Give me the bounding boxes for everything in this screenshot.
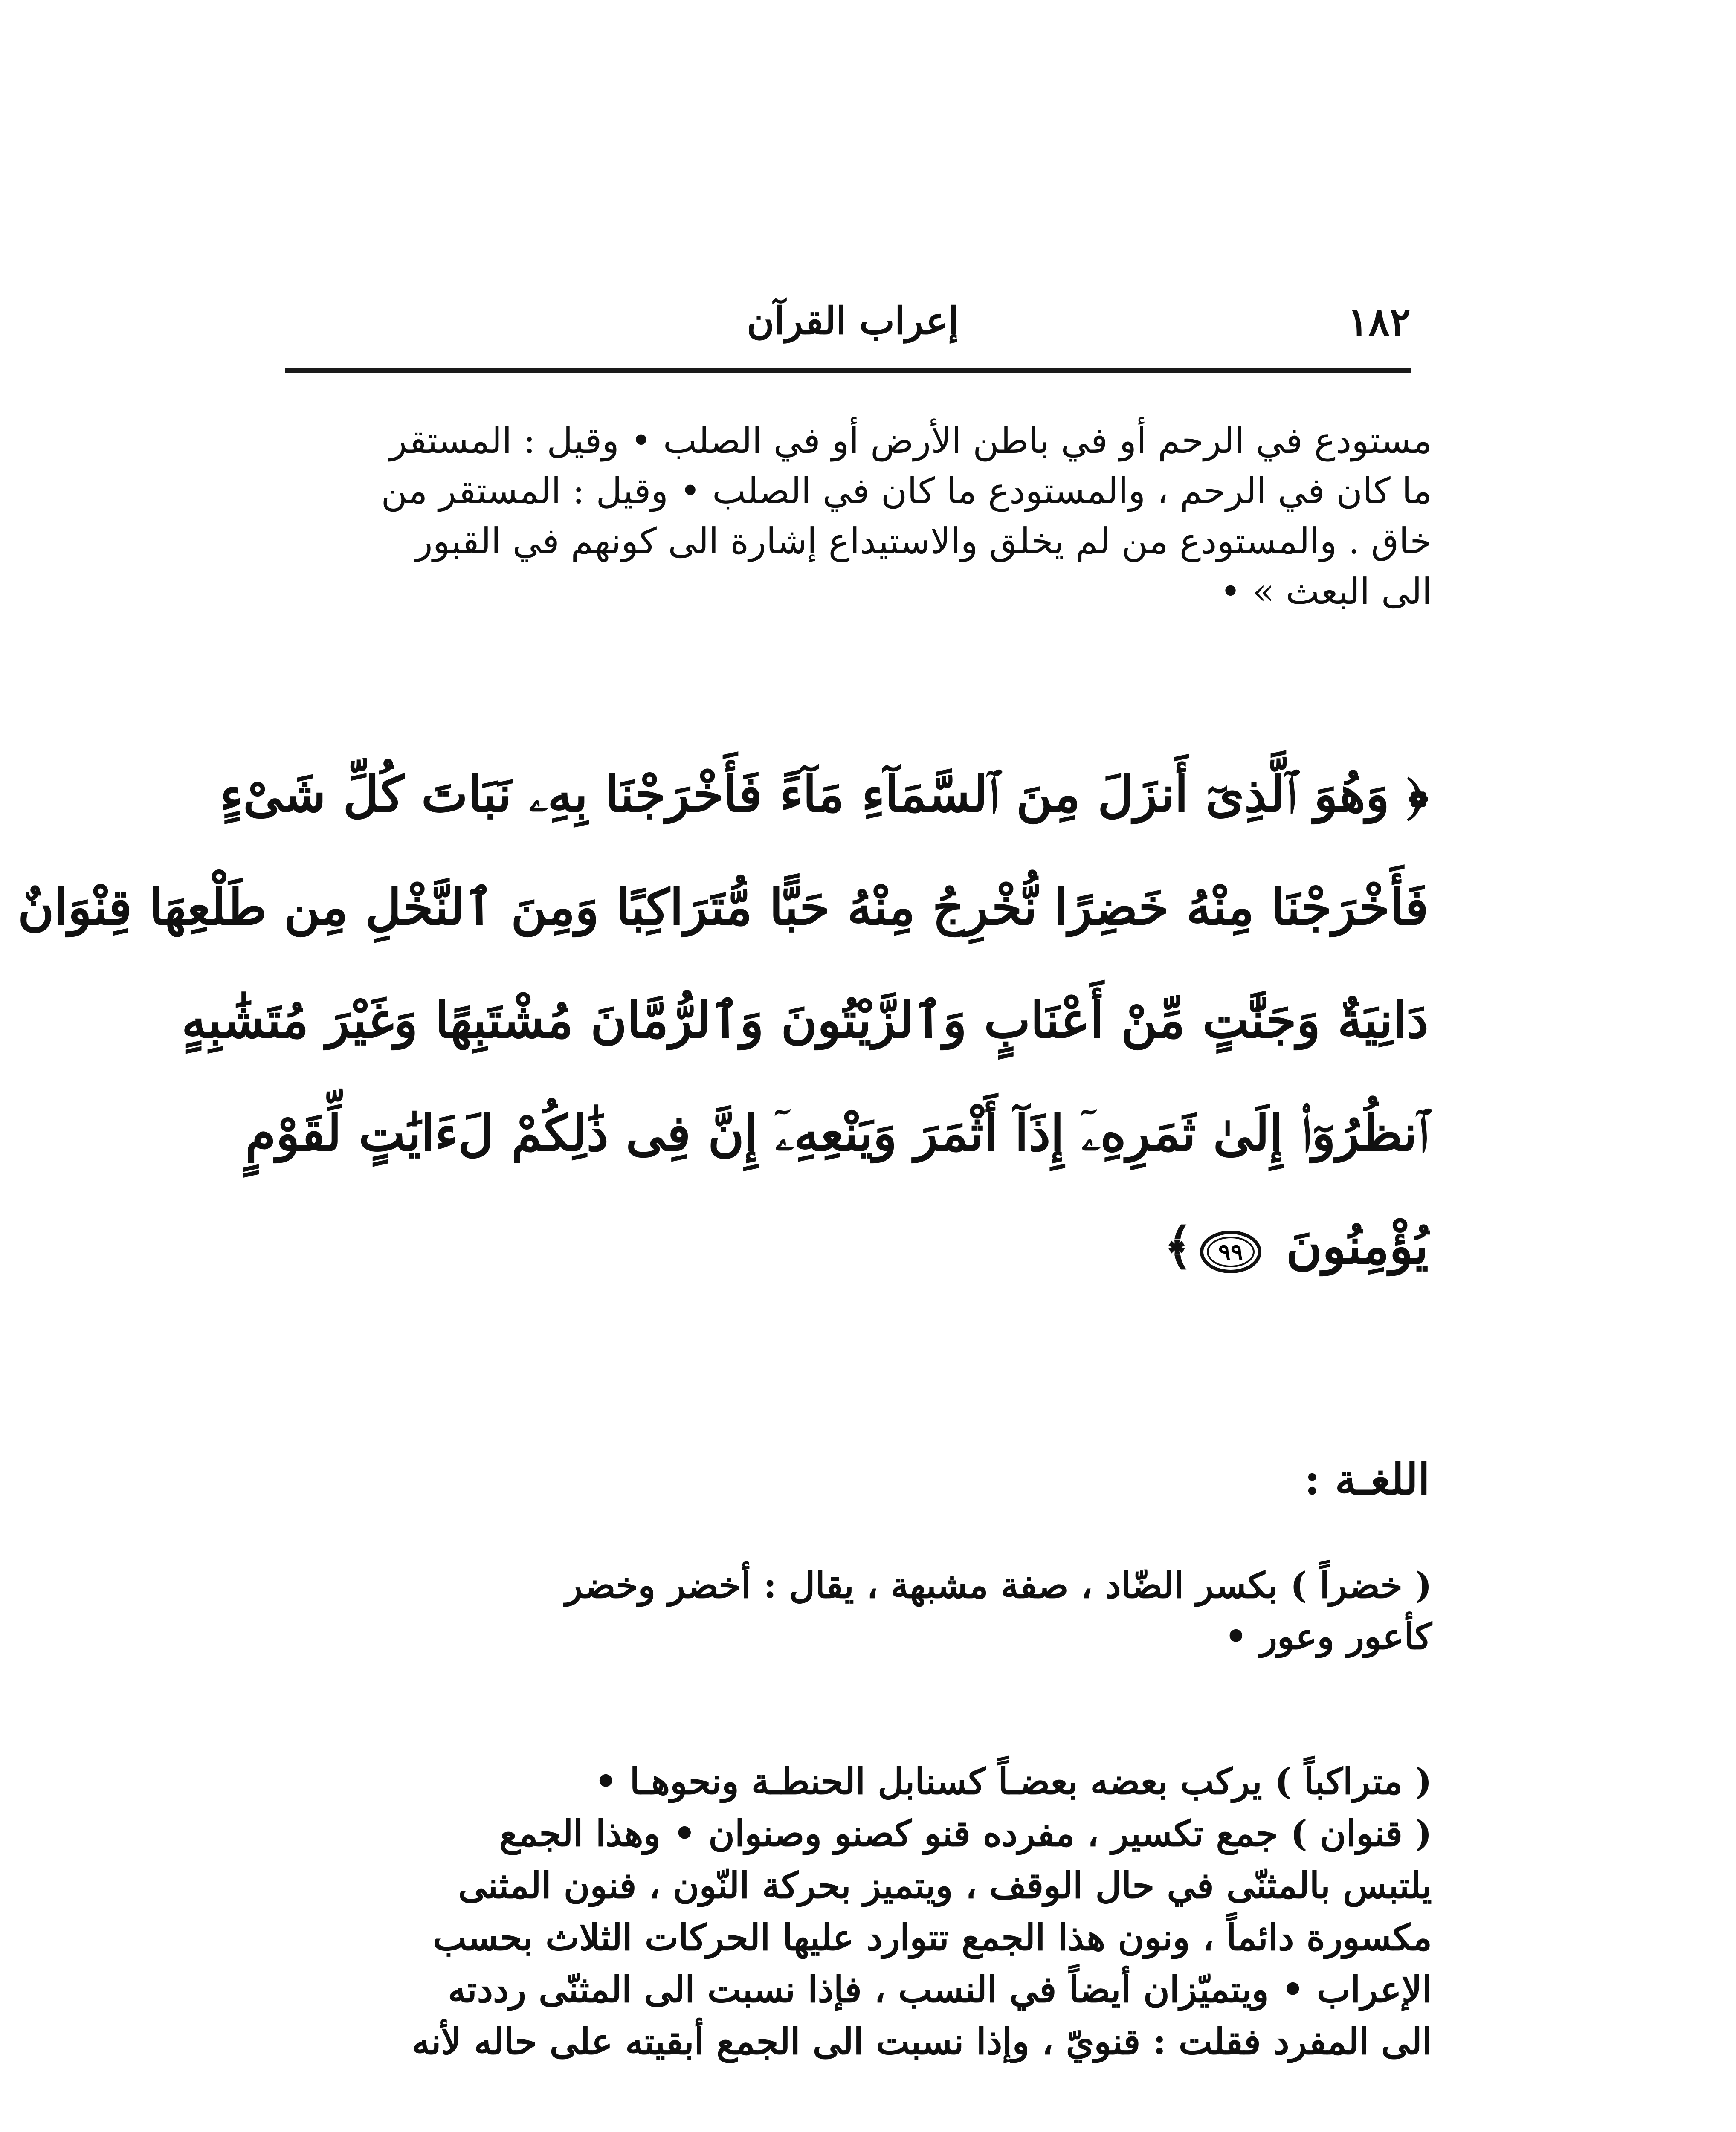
gloss-entry-khadir [285,1565,1432,1667]
text-line: الى المفرد فقلت : قنويّ ، وإذا نسبت الى الجمع أبقيته على حاله لأنه [412,2020,1432,2062]
text-line: كأعور وعور • [1224,1615,1432,1657]
quran-verse [17,765,1429,1332]
verse-closing-bracket: ﴾ [1164,1217,1193,1275]
text-line: خاق . والمستودع من لم يخلق والاستيداع إشارة الى كونهم في القبور [415,520,1432,562]
verse-line: فَأَخْرَجْنَا مِنْهُ خَضِرًا نُّخْرِجُ مِنْهُ حَبًّا مُّتَرَاكِبًا وَمِنَ ٱلنَّخْلِ مِن طَلْعِهَا قِنْوَانٌ [17,878,1429,936]
intro-paragraph [285,420,1432,621]
running-title: إعراب القرآن [747,298,959,343]
section-heading: اللغـة : [1304,1454,1430,1504]
verse-line-text: يُؤْمِنُونَ [1286,1217,1429,1275]
text-line: ( خضراً ) بكسر الضّاد ، صفة مشبهة ، يقال : أخضر وخضر [565,1564,1432,1606]
verse-line: ﴿ وَهُوَ ٱلَّذِىٓ أَنزَلَ مِنَ ٱلسَّمَآءِ مَآءً فَأَخْرَجْنَا بِهِۦ نَبَاتَ كُلِّ شَىْءٍ [220,765,1429,823]
text-line: ( متراكباً ) يركب بعضه بعضـاً كسنابل الحنطـة ونحوهـا • [594,1760,1432,1802]
page-number: ١٨٢ [1347,298,1411,345]
verse-line: دَانِيَةٌ وَجَنَّٰتٍ مِّنْ أَعْنَابٍ وَٱلزَّيْتُونَ وَٱلرُّمَّانَ مُشْتَبِهًا وَغَيْرَ مُتَشَٰبِهٍ [181,991,1429,1049]
verse-line-final [269,1217,1429,1332]
text-line: الإعراب • ويتميّزان أيضاً في النسب ، فإذا نسبت الى المثنّى رددته [448,1968,1432,2010]
gloss-entries [285,1761,1432,2073]
text-line: ما كان في الرحم ، والمستودع ما كان في الصلب • وقيل : المستقر من [381,470,1432,512]
text-line: يلتبس بالمثنّى في حال الوقف ، ويتميز بحركة النّون ، فنون المثنى [458,1864,1432,1906]
text-line: مكسورة دائماً ، ونون هذا الجمع تتوارد عليها الحركات الثلاث بحسب [433,1916,1432,1958]
verse-line: ٱنظُرُوٓا۟ إِلَىٰ ثَمَرِهِۦٓ إِذَآ أَثْمَرَ وَيَنْعِهِۦٓ إِنَّ فِى ذَٰلِكُمْ لَءَايَٰتٍ لِّقَوْمٍ [245,1104,1429,1162]
header-rule [285,368,1411,373]
text-line: الى البعث » • [1220,571,1432,612]
text-line: مستودع في الرحم أو في باطن الأرض أو في الصلب • وقيل : المستقر [389,420,1432,461]
page-header [285,290,1411,354]
ayah-ornament-icon [1199,1228,1263,1275]
ayah-number-marker [1199,1226,1263,1275]
ayah-number: ٩٩ [1218,1238,1243,1266]
text-line: ( قنوان ) جمع تكسير ، مفرده قنو كصنو وصنوان • وهذا الجمع [499,1812,1432,1854]
